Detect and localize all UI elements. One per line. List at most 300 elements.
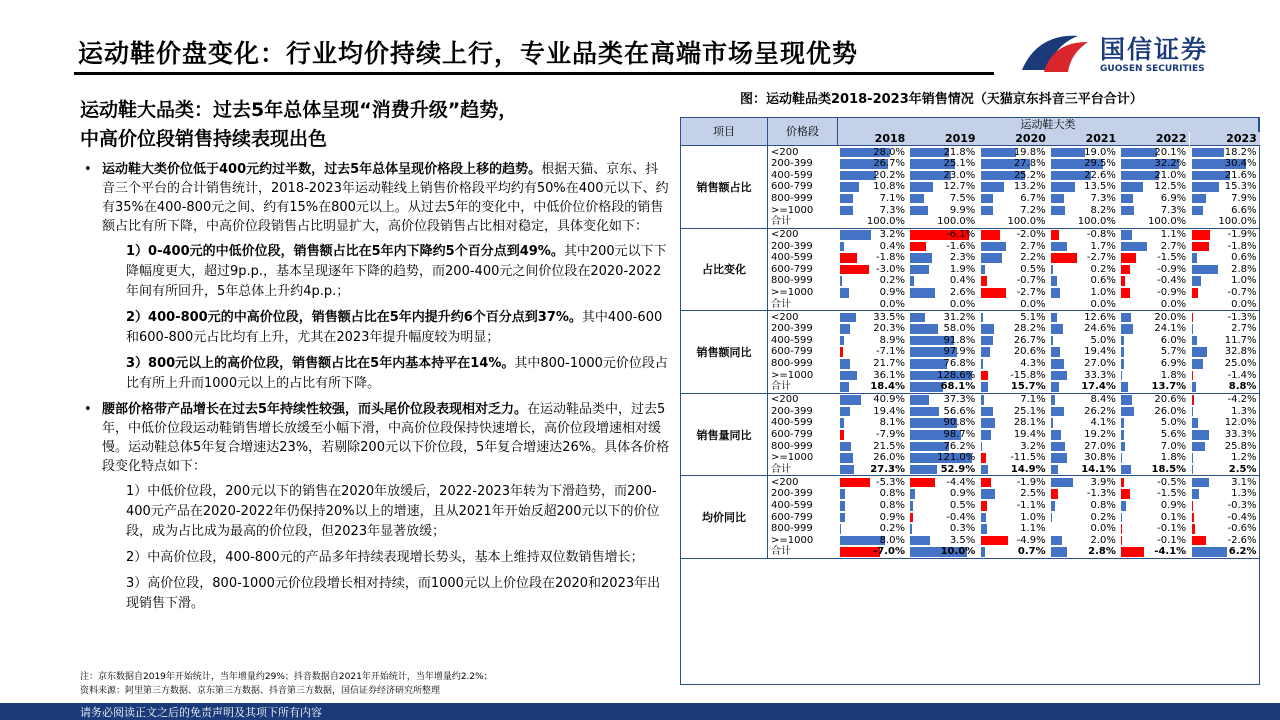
table-row-label: 600-799 xyxy=(771,346,813,358)
positive-data-bar xyxy=(981,324,995,334)
table-cell xyxy=(979,417,1049,429)
table-cell xyxy=(908,406,978,418)
bullet-1-bold: 运动鞋大类价位低于400元约过半数，过去5年总体呈现价格段上移的趋势。 xyxy=(102,162,542,177)
table-cell-value: 21.7% xyxy=(873,358,905,370)
table-cell-value: 5.1% xyxy=(1020,311,1046,323)
table-row-label: 600-799 xyxy=(771,263,813,275)
table-cell-value: -1.1% xyxy=(1016,500,1046,512)
positive-data-bar xyxy=(1192,489,1199,499)
table-cell xyxy=(1119,512,1189,524)
table-cell-value: 33.3% xyxy=(1084,369,1116,381)
table-row xyxy=(768,406,1260,418)
table-cell-value: 4.1% xyxy=(1090,417,1116,429)
negative-data-bar xyxy=(1121,265,1130,275)
table-cell-value: 7.2% xyxy=(1020,204,1046,216)
positive-data-bar xyxy=(840,182,859,192)
table-cell xyxy=(1190,181,1260,193)
table-group xyxy=(768,476,1260,559)
table-cell xyxy=(1049,488,1119,500)
bullet-dot: • xyxy=(84,402,92,417)
table-cell xyxy=(1119,193,1189,205)
table-cell-value: 27.3% xyxy=(870,463,905,475)
negative-data-bar xyxy=(981,230,1000,240)
table-cell-value: 20.6% xyxy=(1013,346,1046,358)
negative-data-bar xyxy=(981,453,987,463)
table-cell-value: 6.7% xyxy=(1020,192,1046,204)
table-group-label: 均价同比 xyxy=(681,476,768,559)
table-cell-value: -5.3% xyxy=(875,476,905,488)
positive-data-bar xyxy=(1192,336,1198,346)
positive-data-bar xyxy=(1121,465,1130,475)
table-cell xyxy=(979,464,1049,476)
table-cell-value: -0.4% xyxy=(1227,511,1257,523)
bullet-1-text: 根据天猫、京东、抖音三个平台的合计销售统计，2018-2023年运动鞋线上销售价格段平均约有50%在400元以下、约有35%在400-800元之间、约有15%在800元以上。从过去5年的变化中，中低价位价格段的销售额占比有所下降，中高价位段销售占比明显扩大，高价位段销售占比相对稳定，具体变化如下： xyxy=(102,162,669,234)
sub-item-1 xyxy=(80,242,670,302)
table-cell-value: -0.8% xyxy=(1086,229,1116,241)
table-cell-value: 100.0% xyxy=(937,216,976,228)
table-cell-value: 7.3% xyxy=(879,204,905,216)
negative-data-bar xyxy=(981,536,1009,546)
table-cell xyxy=(1049,205,1119,217)
table-cell xyxy=(1190,252,1260,264)
table-cell-value: 26.7% xyxy=(1013,334,1046,346)
table-cell-value: 25.1% xyxy=(1013,405,1046,417)
table-cell-value: 10.0% xyxy=(940,546,976,558)
table-cell-value: 128.6% xyxy=(937,369,976,381)
table-cell-value: 76.8% xyxy=(943,358,976,370)
table-cell-value: 121.0% xyxy=(937,452,976,464)
table-cell xyxy=(1049,429,1119,441)
table-cell-value: 2.0% xyxy=(1090,534,1116,546)
table-cell xyxy=(1190,500,1260,512)
table-cell-value: 26.7% xyxy=(873,158,905,170)
table-cell-value: -6.1% xyxy=(946,229,976,241)
positive-data-bar xyxy=(981,359,983,369)
table-cell-value: 19.4% xyxy=(1013,429,1046,441)
table-cell xyxy=(1119,535,1189,547)
table-cell xyxy=(1190,488,1260,500)
logo-cn-text: 国信证券 xyxy=(1100,35,1209,64)
table-title: 图：运动鞋品类2018-2023年销售情况（天猫京东抖音三平台合计） xyxy=(740,92,1143,107)
table-cell xyxy=(1190,323,1260,335)
bullet-dot: • xyxy=(84,162,92,177)
table-cell xyxy=(979,193,1049,205)
positive-data-bar xyxy=(910,253,932,263)
positive-data-bar xyxy=(1051,442,1065,452)
positive-data-bar xyxy=(1051,265,1053,275)
table-cell-value: 0.9% xyxy=(1160,500,1187,512)
table-cell-value: 3.1% xyxy=(1231,476,1257,488)
table-cell-value: 100.0% xyxy=(1007,216,1046,228)
table-cell xyxy=(908,170,978,182)
positive-data-bar xyxy=(1121,194,1133,204)
positive-data-bar xyxy=(1051,148,1085,158)
positive-data-bar xyxy=(981,182,1004,192)
table-cell xyxy=(908,229,978,241)
negative-data-bar xyxy=(910,513,912,523)
table-row-label: >=1000 xyxy=(771,204,814,216)
table-cell-value: 0.2% xyxy=(1090,511,1116,523)
table-cell-value: 26.2% xyxy=(1084,405,1116,417)
table-cell-value: 0.0% xyxy=(949,298,976,310)
positive-data-bar xyxy=(981,489,995,499)
table-cell-value: 100.0% xyxy=(1077,216,1116,228)
guosen-logo-icon xyxy=(1018,28,1096,78)
table-cell-value: 0.8% xyxy=(1090,500,1116,512)
table-cell xyxy=(908,312,978,324)
table-cell xyxy=(908,358,978,370)
table-header-year: 2020 xyxy=(979,132,1049,146)
positive-data-bar xyxy=(1121,501,1126,511)
positive-data-bar xyxy=(910,288,935,298)
table-cell xyxy=(1190,452,1260,464)
table-cell-value: 26.0% xyxy=(873,452,905,464)
positive-data-bar xyxy=(1121,182,1143,192)
table-cell xyxy=(979,264,1049,276)
table-cell-value: -1.8% xyxy=(1227,240,1257,252)
table-group-label: 占比变化 xyxy=(681,229,768,312)
positive-data-bar xyxy=(981,253,1002,263)
table-cell xyxy=(1119,394,1189,406)
table-cell xyxy=(908,147,978,159)
table-cell xyxy=(979,170,1049,182)
positive-data-bar xyxy=(981,206,994,216)
table-cell-value: 7.3% xyxy=(1160,204,1187,216)
table-row-label: 200-399 xyxy=(771,240,813,252)
positive-data-bar xyxy=(1051,194,1064,204)
table-cell xyxy=(908,181,978,193)
positive-data-bar xyxy=(840,276,842,286)
positive-data-bar xyxy=(840,524,841,534)
table-cell-value: 0.8% xyxy=(879,500,905,512)
table-row-label: 600-799 xyxy=(771,181,813,193)
positive-data-bar xyxy=(1051,501,1056,511)
table-cell xyxy=(1119,264,1189,276)
table-cell-value: 2.5% xyxy=(1228,463,1257,475)
table-cell xyxy=(1190,216,1260,228)
table-cell xyxy=(1119,381,1189,393)
table-cell-value: 7.5% xyxy=(949,192,976,204)
table-cell xyxy=(908,488,978,500)
table-row-label: 合计 xyxy=(771,463,791,475)
table-cell xyxy=(979,158,1049,170)
table-row-label: 400-599 xyxy=(771,169,813,181)
table-cell-value: 97.9% xyxy=(943,346,976,358)
table-row xyxy=(768,193,1260,205)
sub-item-1-text: 其中200元以下下降幅度更大，超过9p.p.，基本呈现逐年下降的趋势，而200-400元之间价位段在2020-2022年间有所回升，5年总体上升约4p.p.； xyxy=(126,244,667,299)
table-cell-value: 29.5% xyxy=(1084,158,1116,170)
positive-data-bar xyxy=(840,288,849,298)
negative-data-bar xyxy=(1192,288,1199,298)
table-cell-value: 31.2% xyxy=(943,311,976,323)
table-cell-value: 0.0% xyxy=(1231,298,1257,310)
positive-data-bar xyxy=(981,265,986,275)
table-row-label: 600-799 xyxy=(771,511,813,523)
table-cell-value: 20.2% xyxy=(873,169,905,181)
table-cell-value: 7.0% xyxy=(1160,440,1187,452)
positive-data-bar xyxy=(1121,407,1134,417)
table-cell xyxy=(1190,193,1260,205)
positive-data-bar xyxy=(1192,253,1198,263)
table-row xyxy=(768,441,1260,453)
positive-data-bar xyxy=(1051,182,1075,192)
positive-data-bar xyxy=(1192,276,1202,286)
positive-data-bar xyxy=(910,407,939,417)
positive-data-bar xyxy=(910,194,923,204)
positive-data-bar xyxy=(1051,324,1063,334)
table-cell xyxy=(1119,370,1189,382)
table-cell xyxy=(838,500,908,512)
positive-data-bar xyxy=(981,336,994,346)
negative-data-bar xyxy=(1192,524,1195,534)
table-cell xyxy=(979,323,1049,335)
positive-data-bar xyxy=(1121,513,1122,523)
sub-item-3-text: 其中800-1000元价位段占比有所上升而1000元以上的占比有所下降。 xyxy=(126,356,668,391)
table-cell xyxy=(908,216,978,228)
table-cell xyxy=(908,346,978,358)
table-cell-value: -1.8% xyxy=(875,252,905,264)
positive-data-bar xyxy=(981,430,991,440)
table-row-label: 800-999 xyxy=(771,192,813,204)
table-cell-value: 3.2% xyxy=(1020,440,1046,452)
positive-data-bar xyxy=(1051,478,1073,488)
table-cell-value: 1.7% xyxy=(1090,240,1116,252)
table-cell xyxy=(1049,346,1119,358)
table-cell-value: 2.7% xyxy=(1160,240,1187,252)
table-cell-value: -1.5% xyxy=(1157,488,1187,500)
table-cell-value: -0.4% xyxy=(946,511,976,523)
table-cell-value: 19.0% xyxy=(1084,146,1116,158)
positive-data-bar xyxy=(1192,206,1204,216)
positive-data-bar xyxy=(1192,194,1206,204)
table-cell xyxy=(1049,264,1119,276)
table-cell-value: 20.6% xyxy=(1154,394,1187,406)
table-cell xyxy=(1049,500,1119,512)
positive-data-bar xyxy=(840,359,850,369)
negative-data-bar xyxy=(840,265,869,275)
table-cell-value: -0.6% xyxy=(1227,523,1257,535)
table-cell-value: 28.1% xyxy=(1013,417,1046,429)
table-cell-value: 1.0% xyxy=(1020,511,1046,523)
table-cell xyxy=(838,275,908,287)
table-cell xyxy=(1119,417,1189,429)
table-cell xyxy=(1119,477,1189,489)
table-cell xyxy=(1119,488,1189,500)
positive-data-bar xyxy=(1051,407,1064,417)
table-cell xyxy=(838,193,908,205)
table-cell xyxy=(1049,406,1119,418)
table-cell xyxy=(908,452,978,464)
positive-data-bar xyxy=(1121,442,1125,452)
table-cell xyxy=(1049,546,1119,558)
table-cell xyxy=(1049,535,1119,547)
table-cell-value: 6.0% xyxy=(1160,334,1187,346)
positive-data-bar xyxy=(910,182,933,192)
table-cell xyxy=(1049,287,1119,299)
positive-data-bar xyxy=(840,371,857,381)
table-cell xyxy=(908,241,978,253)
table-cell xyxy=(979,312,1049,324)
positive-data-bar xyxy=(1051,418,1053,428)
table-cell xyxy=(979,205,1049,217)
table-cell-value: -4.2% xyxy=(1227,394,1257,406)
table-row xyxy=(768,275,1260,287)
table-cell xyxy=(1190,287,1260,299)
table-cell-value: -0.5% xyxy=(1157,476,1187,488)
table-cell xyxy=(1119,546,1189,558)
table-cell xyxy=(979,287,1049,299)
table-cell xyxy=(1119,170,1189,182)
table-cell xyxy=(1190,523,1260,535)
table-cell xyxy=(838,312,908,324)
table-cell-value: 0.0% xyxy=(1090,298,1116,310)
positive-data-bar xyxy=(981,513,987,523)
negative-data-bar xyxy=(840,478,870,488)
table-cell xyxy=(1190,441,1260,453)
table-cell xyxy=(979,523,1049,535)
table-cell-value: 52.9% xyxy=(940,463,976,475)
table-cell-value: 13.5% xyxy=(1084,181,1116,193)
sub-item-3 xyxy=(80,354,670,394)
table-cell-value: 33.5% xyxy=(873,311,905,323)
table-row-label: 200-399 xyxy=(771,323,813,335)
table-cell xyxy=(1119,299,1189,311)
table-cell xyxy=(979,429,1049,441)
positive-data-bar xyxy=(981,547,985,557)
table-cell-value: -1.4% xyxy=(1227,369,1257,381)
table-cell-value: 1.1% xyxy=(1160,229,1187,241)
positive-data-bar xyxy=(1121,230,1132,240)
table-cell-value: 5.0% xyxy=(1090,334,1116,346)
table-cell xyxy=(979,252,1049,264)
table-row xyxy=(768,205,1260,217)
table-cell-value: 21.6% xyxy=(1224,169,1257,181)
positive-data-bar xyxy=(910,206,928,216)
table-cell xyxy=(1119,323,1189,335)
negative-data-bar xyxy=(1192,513,1194,523)
table-cell xyxy=(838,252,908,264)
table-cell xyxy=(1119,229,1189,241)
positive-data-bar xyxy=(840,336,844,346)
positive-data-bar xyxy=(1051,465,1058,475)
table-cell xyxy=(979,147,1049,159)
table-cell xyxy=(1119,181,1189,193)
table-cell xyxy=(838,370,908,382)
guosen-logo xyxy=(1018,28,1248,78)
table-cell-value: 28.2% xyxy=(1013,323,1046,335)
positive-data-bar xyxy=(1192,265,1219,275)
table-cell xyxy=(1049,441,1119,453)
table-row xyxy=(768,488,1260,500)
table-cell xyxy=(1190,464,1260,476)
table-cell-value: 32.8% xyxy=(1224,346,1257,358)
table-row xyxy=(768,241,1260,253)
notes xyxy=(80,670,493,698)
positive-data-bar xyxy=(840,407,850,417)
table-cell-value: 27.0% xyxy=(1084,440,1116,452)
table-cell-value: 33.3% xyxy=(1224,429,1257,441)
table-row xyxy=(768,252,1260,264)
table-cell xyxy=(908,193,978,205)
table-cell xyxy=(979,216,1049,228)
table-group xyxy=(768,229,1260,312)
table-cell xyxy=(908,429,978,441)
positive-data-bar xyxy=(1192,547,1227,557)
table-cell-value: 76.2% xyxy=(943,440,976,452)
table-cell xyxy=(908,205,978,217)
table-cell-value: 20.0% xyxy=(1154,311,1187,323)
table-cell-value: 0.9% xyxy=(879,511,905,523)
positive-data-bar xyxy=(1121,418,1124,428)
table-cell xyxy=(908,394,978,406)
negative-data-bar xyxy=(910,478,935,488)
positive-data-bar xyxy=(840,242,844,252)
table-cell-value: -2.0% xyxy=(1016,229,1046,241)
positive-data-bar xyxy=(1051,359,1064,369)
table-cell-value: 26.0% xyxy=(1154,405,1187,417)
table-cell xyxy=(1049,147,1119,159)
table-cell xyxy=(1119,406,1189,418)
table-row-label: <200 xyxy=(771,311,799,323)
positive-data-bar xyxy=(910,489,915,499)
table-row xyxy=(768,523,1260,535)
positive-data-bar xyxy=(981,418,995,428)
table-cell-value: 7.1% xyxy=(1020,394,1046,406)
positive-data-bar xyxy=(1051,288,1061,298)
section-heading-2: 中高价位段销售持续表现出色 xyxy=(80,128,328,150)
negative-data-bar xyxy=(981,288,1007,298)
positive-data-bar xyxy=(981,313,983,323)
table-cell-value: 24.6% xyxy=(1084,323,1116,335)
positive-data-bar xyxy=(1121,359,1124,369)
title-divider xyxy=(74,72,994,75)
table-row xyxy=(768,370,1260,382)
table-cell xyxy=(838,346,908,358)
table-cell-value: 15.7% xyxy=(1010,381,1046,393)
table-cell xyxy=(979,488,1049,500)
table-cell-value: 4.3% xyxy=(1020,358,1046,370)
positive-data-bar xyxy=(910,524,912,534)
table-cell-value: 1.8% xyxy=(1160,369,1187,381)
table-cell-value: 1.0% xyxy=(1231,275,1257,287)
table-cell-value: 0.0% xyxy=(879,298,905,310)
positive-data-bar xyxy=(1192,430,1209,440)
table-header-year: 2019 xyxy=(908,132,978,146)
positive-data-bar xyxy=(1121,395,1132,405)
table-row-label: <200 xyxy=(771,146,799,158)
positive-data-bar xyxy=(1192,382,1196,392)
table-cell xyxy=(1119,252,1189,264)
table-cell xyxy=(1049,252,1119,264)
table-cell-value: 12.0% xyxy=(1224,417,1257,429)
table-cell-value: 0.7% xyxy=(1017,546,1046,558)
table-row xyxy=(768,147,1260,159)
table-cell xyxy=(908,464,978,476)
positive-data-bar xyxy=(1192,453,1193,463)
table-cell-value: 17.4% xyxy=(1081,381,1116,393)
negative-data-bar xyxy=(981,501,987,511)
positive-data-bar xyxy=(910,395,929,405)
table-row-label: 合计 xyxy=(771,216,791,228)
table-cell xyxy=(838,523,908,535)
table-cell-value: 21.5% xyxy=(873,440,905,452)
table-cell-value: 9.9% xyxy=(949,204,976,216)
negative-data-bar xyxy=(981,276,988,286)
positive-data-bar xyxy=(840,501,845,511)
table-cell-value: 8.9% xyxy=(879,334,905,346)
table-cell-value: 18.4% xyxy=(870,381,905,393)
table-cell-value: 22.6% xyxy=(1084,169,1116,181)
